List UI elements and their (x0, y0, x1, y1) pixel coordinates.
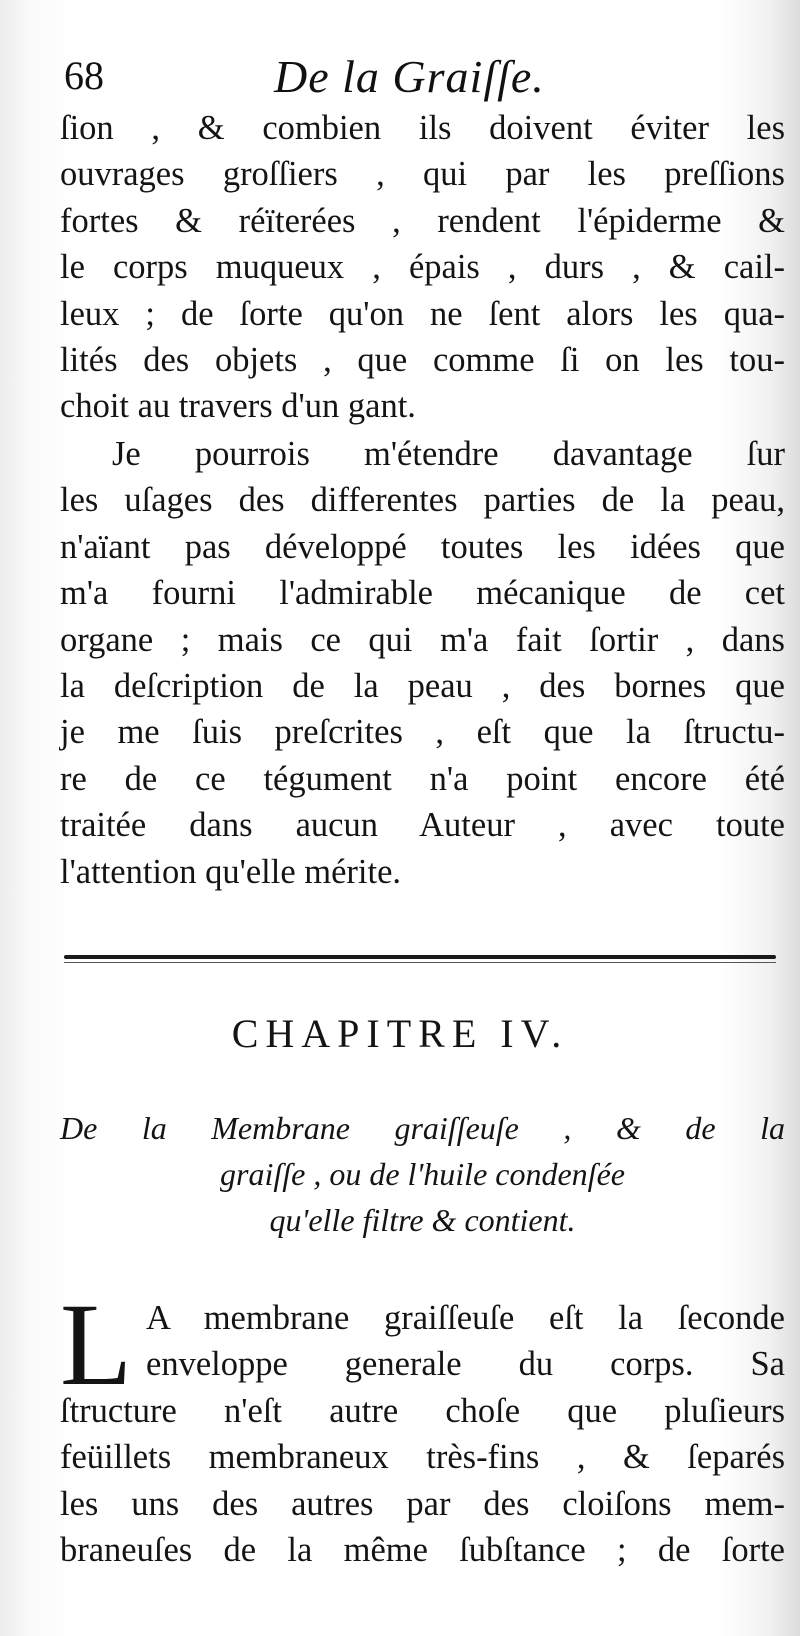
text-line: Je pourrois m'étendre davantage ſur (112, 435, 785, 473)
chapter-opening-paragraph (60, 1279, 785, 1573)
page-number: 68 (64, 53, 104, 98)
subtitle-line: graiſſe , ou de l'huile condenſée (220, 1156, 625, 1192)
text-line: les uns des autres par des cloiſons mem- (60, 1484, 785, 1523)
chapter-subtitle (60, 1105, 785, 1243)
drop-cap: L (60, 1279, 133, 1410)
text-line: A membrane graiſſeuſe eſt la ſeconde (146, 1299, 785, 1337)
text-line: je me ſuis preſcrites , eſt que la ſtructu- (60, 713, 785, 752)
text-line: ſtructure n'eſt autre choſe que pluſieurs (60, 1391, 785, 1430)
text-line: lités des objets , que comme ſi on les tou- (60, 340, 785, 379)
paragraph-closing (60, 431, 785, 895)
text-line: m'a fourni l'admirable mécanique de cet (60, 574, 785, 613)
text-line: re de ce tégument n'a point encore été (60, 759, 785, 798)
divider-thin-line (64, 962, 776, 963)
text-line: leux ; de ſorte qu'on ne ſent alors les qua- (60, 294, 785, 333)
text-line: organe ; mais ce qui m'a fait ſortir , dans (60, 620, 785, 659)
text-line: les uſages des differentes parties de la peau, (60, 481, 785, 520)
text-line: le corps muqueux , épais , durs , & cail- (60, 248, 785, 287)
running-head (62, 52, 782, 112)
text-line: braneuſes de la même ſubſtance ; de ſorte (60, 1530, 785, 1569)
text-line: feüillets membraneux très-fins , & ſeparés (60, 1438, 785, 1477)
subtitle-line: qu'elle filtre & contient. (269, 1202, 576, 1238)
text-line: la deſcription de la peau , des bornes que (60, 666, 785, 705)
text-line: enveloppe generale du corps. Sa (146, 1345, 785, 1384)
section-divider-rule (64, 955, 776, 965)
text-line: fortes & réïterées , rendent l'épiderme & (60, 201, 785, 240)
running-title: De la Graiſſe. (274, 51, 545, 102)
subtitle-line: De la Membrane graiſſeuſe , & de la (60, 1110, 785, 1146)
text-line: n'aïant pas développé toutes les idées que (60, 527, 785, 566)
text-line: l'attention qu'elle mérite. (60, 852, 402, 891)
chapter-heading: CHAPITRE IV. (231, 1011, 569, 1056)
text-line: ſion , & combien ils doivent éviter les (60, 109, 785, 147)
text-line: choit au travers d'un gant. (60, 387, 416, 426)
text-line: ouvrages groſſiers , qui par les preſſions (60, 155, 785, 194)
paragraph-continuation (60, 105, 785, 430)
divider-thick-line (64, 955, 776, 959)
text-line: traitée dans aucun Auteur , avec toute (60, 806, 785, 845)
